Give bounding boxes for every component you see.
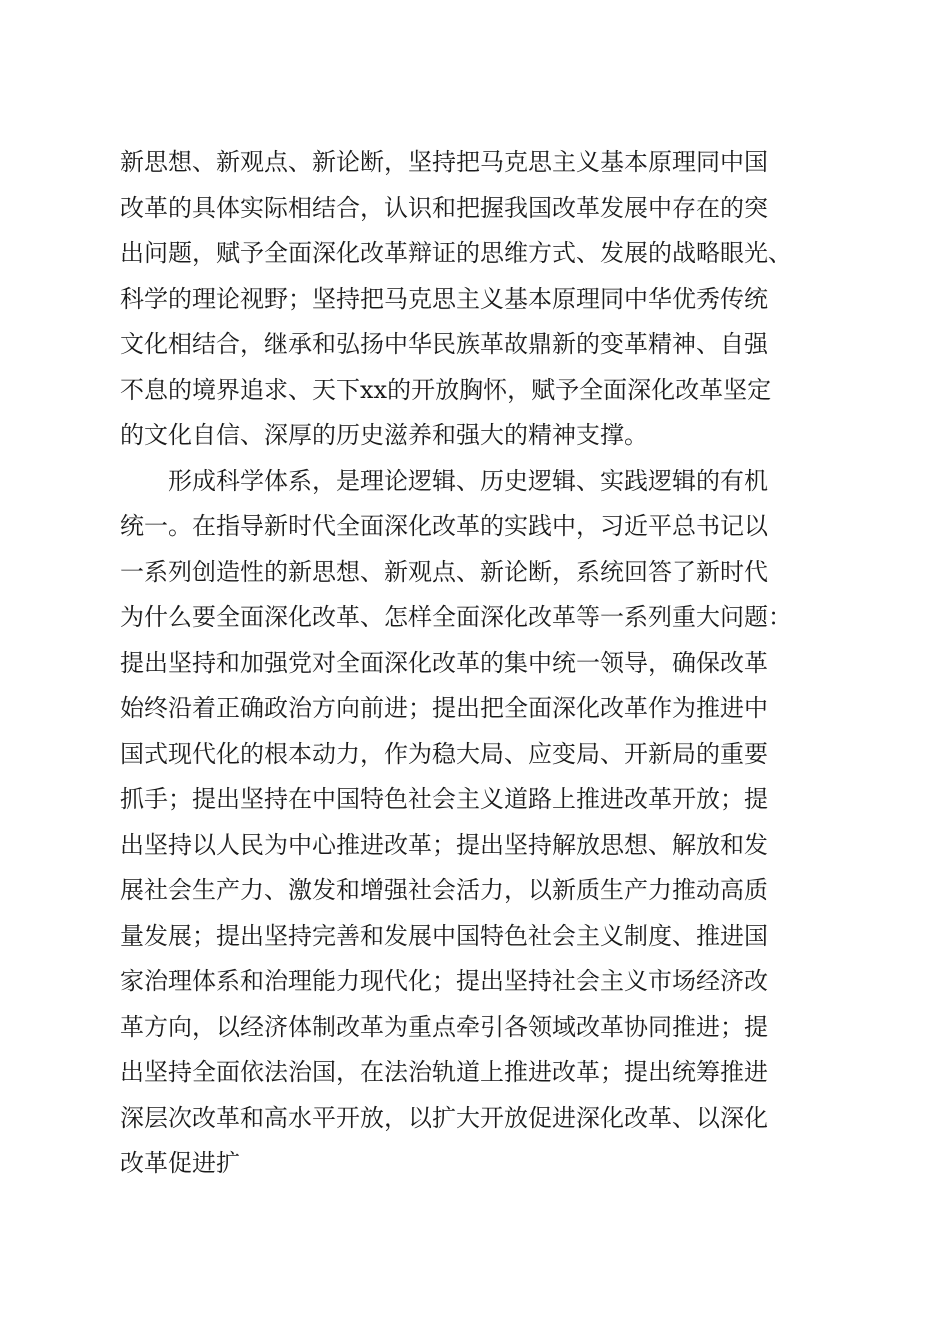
text-line: 提出坚持和加强党对全面深化改革的集中统一领导，确保改革 bbox=[120, 648, 768, 677]
text-line: 量发展；提出坚持完善和发展中国特色社会主义制度、推进国 bbox=[120, 921, 768, 950]
text-line: 改革的具体实际相结合，认识和把握我国改革发展中存在的突 bbox=[120, 193, 768, 222]
text-line: 不息的境界追求、天下xx的开放胸怀，赋予全面深化改革坚定 bbox=[120, 375, 772, 404]
text-line: 家治理体系和治理能力现代化；提出坚持社会主义市场经济改 bbox=[120, 967, 768, 995]
text-line: 始终沿着正确政治方向前进；提出把全面深化改革作为推进中 bbox=[120, 694, 768, 722]
text-line: 革方向，以经济体制改革为重点牵引各领域改革协同推进；提 bbox=[120, 1012, 768, 1041]
text-line: 展社会生产力、激发和增强社会活力，以新质生产力推动高质 bbox=[120, 876, 768, 904]
text-line: 一系列创造性的新思想、新观点、新论断，系统回答了新时代 bbox=[120, 557, 768, 586]
text-line: 统一。在指导新时代全面深化改革的实践中，习近平总书记以 bbox=[120, 512, 768, 540]
text-line: 出坚持全面依法治国，在法治轨道上推进改革；提出统筹推进 bbox=[120, 1058, 768, 1086]
text-line: 出问题，赋予全面深化改革辩证的思维方式、发展的战略眼光、 bbox=[120, 239, 792, 267]
text-line: 形成科学体系，是理论逻辑、历史逻辑、实践逻辑的有机 bbox=[120, 466, 768, 495]
text-line: 科学的理论视野；坚持把马克思主义基本原理同中华优秀传统 bbox=[120, 284, 768, 313]
body-text bbox=[120, 140, 840, 1187]
text-line: 的文化自信、深厚的历史滋养和强大的精神支撑。 bbox=[120, 421, 648, 449]
text-line: 新思想、新观点、新论断，坚持把马克思主义基本原理同中国 bbox=[120, 148, 768, 176]
text-line: 文化相结合，继承和弘扬中华民族革故鼎新的变革精神、自强 bbox=[120, 330, 768, 358]
text-line: 深层次改革和高水平开放，以扩大开放促进深化改革、以深化 bbox=[120, 1103, 768, 1132]
text-line: 出坚持以人民为中心推进改革；提出坚持解放思想、解放和发 bbox=[120, 830, 768, 859]
text-line: 改革促进扩 bbox=[120, 1149, 240, 1177]
text-line: 抓手；提出坚持在中国特色社会主义道路上推进改革开放；提 bbox=[120, 785, 768, 813]
text-line: 国式现代化的根本动力，作为稳大局、应变局、开新局的重要 bbox=[120, 739, 768, 768]
text-line: 为什么要全面深化改革、怎样全面深化改革等一系列重大问题： bbox=[120, 603, 792, 631]
